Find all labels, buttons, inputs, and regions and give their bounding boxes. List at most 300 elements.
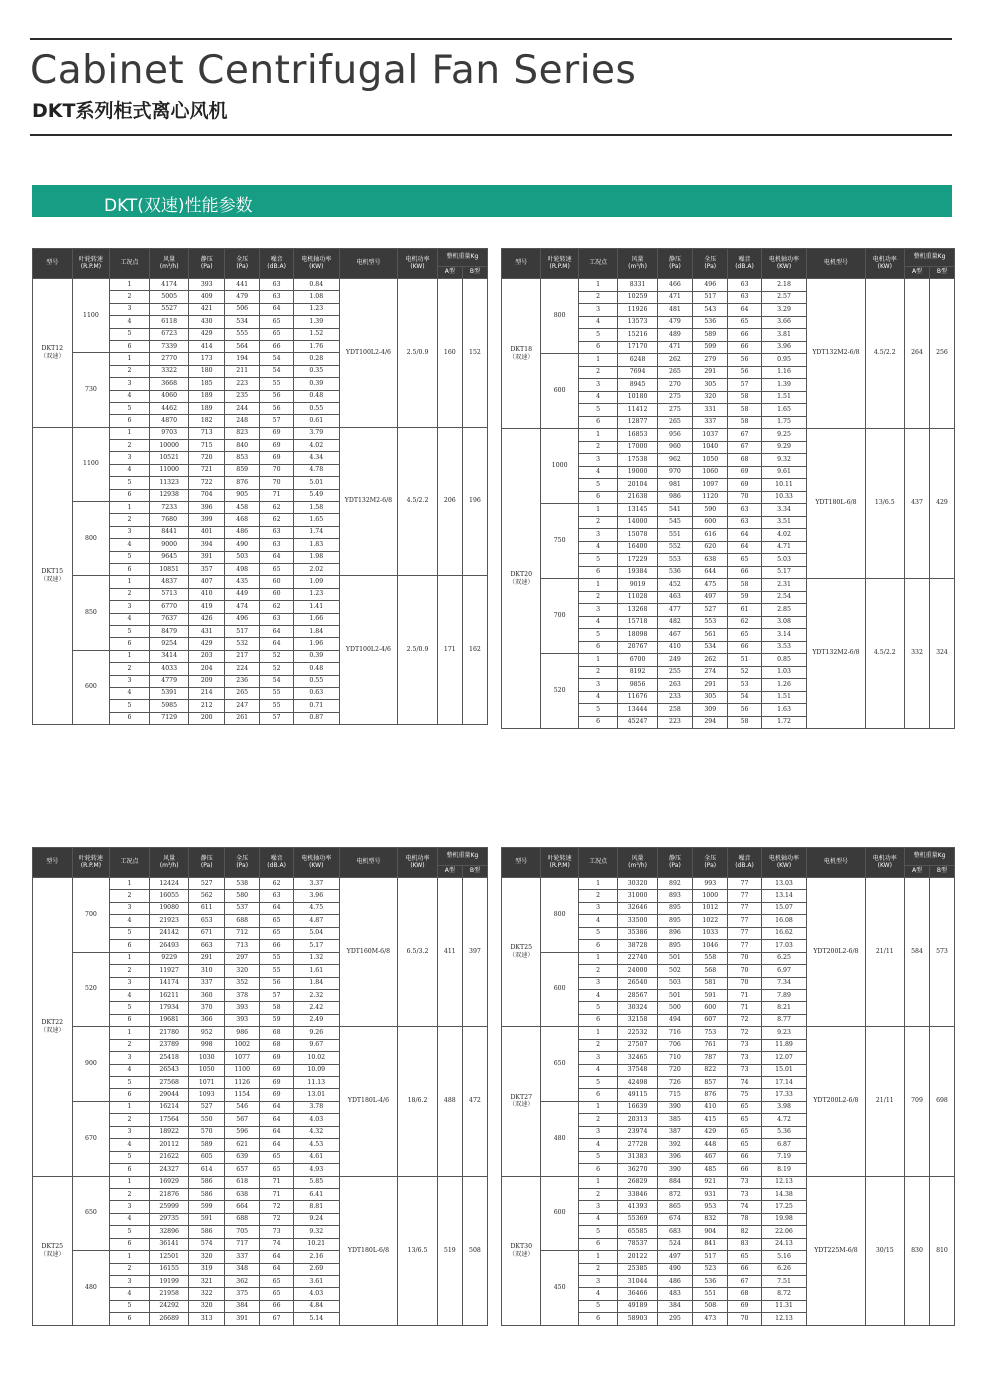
point-cell: 5 <box>110 1077 150 1089</box>
noise-cell: 63 <box>728 279 761 292</box>
point-cell: 1 <box>578 1027 617 1039</box>
point-cell: 5 <box>110 625 150 637</box>
header-shaft-power <box>293 249 339 279</box>
shaft-power-cell: 16.62 <box>761 927 807 939</box>
rpm-cell: 600 <box>541 952 578 1027</box>
header-shaft-power-label: 电机轴功率 <box>301 255 332 263</box>
table-row <box>502 878 955 890</box>
airflow-cell: 18098 <box>618 629 657 642</box>
performance-table <box>32 248 488 725</box>
total-pressure-cell: 393 <box>224 1002 259 1014</box>
table-row <box>33 1176 488 1188</box>
shaft-power-cell: 0.39 <box>293 650 339 662</box>
header-airflow <box>149 848 189 878</box>
static-pressure-cell: 357 <box>189 563 224 575</box>
airflow-cell: 49189 <box>618 1300 657 1312</box>
header-weight-a: A型 <box>905 267 930 279</box>
noise-cell: 77 <box>728 890 761 902</box>
shaft-power-cell: 10.11 <box>761 479 807 492</box>
noise-cell: 66 <box>260 1300 293 1312</box>
airflow-cell: 31000 <box>618 890 657 902</box>
header-shaft-power-unit: (KW) <box>776 262 792 270</box>
weight-a-cell: 206 <box>437 427 462 576</box>
point-cell: 2 <box>110 1188 150 1200</box>
static-pressure-cell: 722 <box>189 477 224 489</box>
noise-cell: 70 <box>728 952 761 964</box>
noise-cell: 57 <box>260 989 293 1001</box>
static-pressure-cell: 429 <box>189 328 224 340</box>
static-pressure-cell: 320 <box>189 1300 224 1312</box>
header-total-pressure-unit: (Pa) <box>704 861 717 869</box>
point-cell: 4 <box>110 915 150 927</box>
static-pressure-cell: 385 <box>657 1114 692 1126</box>
static-pressure-cell: 553 <box>657 554 692 567</box>
header-rpm-unit: (R.P.M) <box>549 861 570 869</box>
airflow-cell: 25385 <box>618 1263 657 1275</box>
total-pressure-cell: 953 <box>693 1201 728 1213</box>
model-cell: DKT27 （双速） <box>502 1027 541 1176</box>
rpm-cell: 600 <box>72 650 110 724</box>
airflow-cell: 7233 <box>149 502 189 514</box>
total-pressure-cell: 589 <box>693 329 728 342</box>
airflow-cell: 12938 <box>149 489 189 501</box>
point-cell: 5 <box>578 704 617 717</box>
airflow-cell: 11000 <box>149 464 189 476</box>
shaft-power-cell: 6.26 <box>761 1263 807 1275</box>
airflow-cell: 21923 <box>149 915 189 927</box>
airflow-cell: 17000 <box>618 441 657 454</box>
total-pressure-cell: 1000 <box>693 890 728 902</box>
header-static-pressure <box>189 848 224 878</box>
header-airflow-unit: (m³/h) <box>628 262 647 270</box>
shaft-power-cell: 3.34 <box>761 504 807 517</box>
header-weight-b: B型 <box>929 267 954 279</box>
shaft-power-cell: 0.63 <box>293 687 339 699</box>
shaft-power-cell: 3.29 <box>761 304 807 317</box>
header-model <box>33 848 73 878</box>
point-cell: 4 <box>578 541 617 554</box>
noise-cell: 70 <box>728 1313 761 1325</box>
shaft-power-cell: 0.39 <box>293 378 339 390</box>
total-pressure-cell: 352 <box>224 977 259 989</box>
point-cell: 3 <box>578 679 617 692</box>
point-cell: 1 <box>110 878 150 890</box>
noise-cell: 72 <box>260 1201 293 1213</box>
table-row <box>502 279 955 292</box>
point-cell: 3 <box>578 902 617 914</box>
weight-a-cell: 160 <box>437 279 462 428</box>
airflow-cell: 14174 <box>149 977 189 989</box>
total-pressure-cell: 840 <box>224 440 259 452</box>
airflow-cell: 36141 <box>149 1238 189 1250</box>
noise-cell: 69 <box>260 1052 293 1064</box>
total-pressure-cell: 1050 <box>693 454 728 467</box>
airflow-cell: 17170 <box>618 341 657 354</box>
noise-cell: 56 <box>260 402 293 414</box>
total-pressure-cell: 523 <box>693 1263 728 1275</box>
total-pressure-cell: 479 <box>224 291 259 303</box>
static-pressure-cell: 320 <box>189 1251 224 1263</box>
noise-cell: 65 <box>260 1164 293 1176</box>
shaft-power-cell: 13.14 <box>761 890 807 902</box>
model-cell: DKT20 （双速） <box>502 429 541 729</box>
noise-cell: 55 <box>260 687 293 699</box>
shaft-power-cell: 5.14 <box>293 1313 339 1325</box>
point-cell: 2 <box>110 663 150 675</box>
total-pressure-cell: 393 <box>224 1014 259 1026</box>
total-pressure-cell: 247 <box>224 700 259 712</box>
shaft-power-cell: 8.21 <box>761 1002 807 1014</box>
table-row <box>33 279 488 291</box>
total-pressure-cell: 1022 <box>693 915 728 927</box>
total-pressure-cell: 261 <box>224 712 259 724</box>
noise-cell: 56 <box>728 354 761 367</box>
static-pressure-cell: 501 <box>657 952 692 964</box>
airflow-cell: 33846 <box>618 1188 657 1200</box>
noise-cell: 64 <box>260 551 293 563</box>
noise-cell: 65 <box>728 1126 761 1138</box>
shaft-power-cell: 5.04 <box>293 927 339 939</box>
weight-b-cell: 162 <box>462 576 487 725</box>
point-cell: 6 <box>110 563 150 575</box>
motor-model-cell: YDT200L2-6/8 <box>807 1027 865 1176</box>
shaft-power-cell: 3.66 <box>761 316 807 329</box>
airflow-cell: 4033 <box>149 663 189 675</box>
weight-b-cell: 397 <box>462 878 487 1027</box>
point-cell: 4 <box>110 1064 150 1076</box>
noise-cell: 73 <box>728 1064 761 1076</box>
total-pressure-cell: 448 <box>693 1139 728 1151</box>
noise-cell: 67 <box>728 441 761 454</box>
noise-cell: 58 <box>728 716 761 729</box>
point-cell: 4 <box>110 1288 150 1300</box>
noise-cell: 66 <box>728 566 761 579</box>
header-point <box>110 249 150 279</box>
noise-cell: 55 <box>260 700 293 712</box>
airflow-cell: 26493 <box>149 940 189 952</box>
noise-cell: 66 <box>728 641 761 654</box>
header-total-pressure-unit: (Pa) <box>236 262 249 270</box>
table-row <box>502 1027 955 1039</box>
total-pressure-cell: 822 <box>693 1064 728 1076</box>
point-cell: 6 <box>110 1164 150 1176</box>
static-pressure-cell: 550 <box>189 1114 224 1126</box>
airflow-cell: 65585 <box>618 1226 657 1238</box>
airflow-cell: 19681 <box>149 1014 189 1026</box>
airflow-cell: 20104 <box>618 479 657 492</box>
header-model-label: 型号 <box>46 259 59 267</box>
point-cell: 6 <box>110 940 150 952</box>
shaft-power-cell: 2.85 <box>761 604 807 617</box>
point-cell: 3 <box>110 601 150 613</box>
header-motor-model <box>339 249 397 279</box>
noise-cell: 70 <box>260 464 293 476</box>
point-cell: 6 <box>110 340 150 352</box>
noise-cell: 66 <box>728 1263 761 1275</box>
point-cell: 5 <box>110 328 150 340</box>
airflow-cell: 19199 <box>149 1276 189 1288</box>
table-row <box>502 579 955 592</box>
motor-model-cell: YDT100L2-4/6 <box>339 279 397 428</box>
shaft-power-cell: 11.13 <box>293 1077 339 1089</box>
motor-power-cell: 21/11 <box>865 1027 904 1176</box>
shaft-power-cell: 1.23 <box>293 303 339 315</box>
airflow-cell: 5985 <box>149 700 189 712</box>
shaft-power-cell: 4.78 <box>293 464 339 476</box>
point-cell: 3 <box>110 902 150 914</box>
total-pressure-cell: 486 <box>224 526 259 538</box>
rpm-cell: 600 <box>541 1176 578 1251</box>
point-cell: 5 <box>110 1300 150 1312</box>
shaft-power-cell: 5.85 <box>293 1176 339 1188</box>
total-pressure-cell: 309 <box>693 704 728 717</box>
shaft-power-cell: 4.75 <box>293 902 339 914</box>
total-pressure-cell: 761 <box>693 1039 728 1051</box>
static-pressure-cell: 200 <box>189 712 224 724</box>
total-pressure-cell: 536 <box>693 316 728 329</box>
noise-cell: 64 <box>260 303 293 315</box>
point-cell: 6 <box>578 641 617 654</box>
static-pressure-cell: 962 <box>657 454 692 467</box>
static-pressure-cell: 956 <box>657 429 692 442</box>
shaft-power-cell: 4.32 <box>293 1126 339 1138</box>
noise-cell: 58 <box>728 416 761 429</box>
weight-b-cell: 573 <box>929 878 954 1027</box>
shaft-power-cell: 3.51 <box>761 516 807 529</box>
airflow-cell: 33500 <box>618 915 657 927</box>
static-pressure-cell: 541 <box>657 504 692 517</box>
static-pressure-cell: 896 <box>657 927 692 939</box>
noise-cell: 58 <box>728 391 761 404</box>
rpm-cell: 520 <box>541 654 578 729</box>
header-rpm <box>72 249 110 279</box>
total-pressure-cell: 279 <box>693 354 728 367</box>
point-cell: 5 <box>578 1226 617 1238</box>
total-pressure-cell: 876 <box>693 1089 728 1101</box>
airflow-cell: 21958 <box>149 1288 189 1300</box>
noise-cell: 71 <box>728 989 761 1001</box>
header-airflow-label: 风量 <box>631 255 644 263</box>
airflow-cell: 11323 <box>149 477 189 489</box>
rpm-cell: 450 <box>541 1251 578 1326</box>
total-pressure-cell: 1120 <box>693 491 728 504</box>
total-pressure-cell: 506 <box>224 303 259 315</box>
static-pressure-cell: 952 <box>189 1027 224 1039</box>
static-pressure-cell: 502 <box>657 965 692 977</box>
header-motor-power <box>865 249 904 279</box>
total-pressure-cell: 543 <box>693 304 728 317</box>
airflow-cell: 18922 <box>149 1126 189 1138</box>
total-pressure-cell: 508 <box>693 1300 728 1312</box>
static-pressure-cell: 715 <box>657 1089 692 1101</box>
airflow-cell: 13573 <box>618 316 657 329</box>
total-pressure-cell: 1060 <box>693 466 728 479</box>
airflow-cell: 30320 <box>618 878 657 890</box>
point-cell: 3 <box>110 526 150 538</box>
model-cell: DKT12 （双速） <box>33 279 73 428</box>
noise-cell: 69 <box>260 440 293 452</box>
point-cell: 4 <box>110 1213 150 1225</box>
static-pressure-cell: 295 <box>657 1313 692 1325</box>
airflow-cell: 32465 <box>618 1052 657 1064</box>
total-pressure-cell: 194 <box>224 353 259 365</box>
static-pressure-cell: 255 <box>657 666 692 679</box>
noise-cell: 74 <box>728 1201 761 1213</box>
airflow-cell: 9703 <box>149 427 189 439</box>
total-pressure-cell: 534 <box>693 641 728 654</box>
noise-cell: 52 <box>260 650 293 662</box>
total-pressure-cell: 1033 <box>693 927 728 939</box>
shaft-power-cell: 4.02 <box>293 440 339 452</box>
static-pressure-cell: 490 <box>657 1263 692 1275</box>
airflow-cell: 15216 <box>618 329 657 342</box>
static-pressure-cell: 214 <box>189 687 224 699</box>
point-cell: 2 <box>578 1114 617 1126</box>
static-pressure-cell: 726 <box>657 1077 692 1089</box>
airflow-cell: 16929 <box>149 1176 189 1188</box>
header-motor-power-label: 电机功率 <box>405 854 430 862</box>
header-model-label: 型号 <box>515 858 528 866</box>
noise-cell: 64 <box>260 1101 293 1113</box>
noise-cell: 63 <box>260 613 293 625</box>
weight-a-cell: 437 <box>905 429 930 579</box>
total-pressure-cell: 857 <box>693 1077 728 1089</box>
shaft-power-cell: 5.03 <box>761 554 807 567</box>
airflow-cell: 2770 <box>149 353 189 365</box>
point-cell: 1 <box>110 427 150 439</box>
header-model <box>502 249 541 279</box>
noise-cell: 63 <box>728 291 761 304</box>
airflow-cell: 55369 <box>618 1213 657 1225</box>
motor-model-cell: YDT160M-6/8 <box>339 878 397 1027</box>
static-pressure-cell: 431 <box>189 625 224 637</box>
airflow-cell: 5391 <box>149 687 189 699</box>
header-weight-a: A型 <box>905 866 930 878</box>
point-cell: 1 <box>578 279 617 292</box>
airflow-cell: 7694 <box>618 366 657 379</box>
noise-cell: 65 <box>260 316 293 328</box>
shaft-power-cell: 5.01 <box>293 477 339 489</box>
static-pressure-cell: 189 <box>189 390 224 402</box>
total-pressure-cell: 564 <box>224 340 259 352</box>
total-pressure-cell: 664 <box>224 1201 259 1213</box>
static-pressure-cell: 209 <box>189 675 224 687</box>
shaft-power-cell: 1.51 <box>761 391 807 404</box>
point-cell: 2 <box>578 965 617 977</box>
airflow-cell: 11412 <box>618 404 657 417</box>
shaft-power-cell: 8.81 <box>293 1201 339 1213</box>
noise-cell: 73 <box>260 1226 293 1238</box>
point-cell: 1 <box>110 1251 150 1263</box>
rpm-cell: 800 <box>541 279 578 354</box>
total-pressure-cell: 876 <box>224 477 259 489</box>
header-point <box>578 249 617 279</box>
noise-cell: 65 <box>260 328 293 340</box>
airflow-cell: 20122 <box>618 1251 657 1263</box>
noise-cell: 77 <box>728 940 761 952</box>
noise-cell: 60 <box>260 576 293 588</box>
point-cell: 5 <box>110 927 150 939</box>
airflow-cell: 23789 <box>149 1039 189 1051</box>
noise-cell: 69 <box>260 1077 293 1089</box>
static-pressure-cell: 384 <box>657 1300 692 1312</box>
total-pressure-cell: 986 <box>224 1027 259 1039</box>
header-static-pressure-unit: (Pa) <box>200 262 213 270</box>
noise-cell: 69 <box>728 466 761 479</box>
airflow-cell: 4870 <box>149 415 189 427</box>
motor-model-cell: YDT180L-4/6 <box>339 1027 397 1176</box>
shaft-power-cell: 3.08 <box>761 616 807 629</box>
header-airflow-label: 风量 <box>163 854 176 862</box>
airflow-cell: 36466 <box>618 1288 657 1300</box>
total-pressure-cell: 787 <box>693 1052 728 1064</box>
shaft-power-cell: 15.07 <box>761 902 807 914</box>
total-pressure-cell: 320 <box>693 391 728 404</box>
airflow-cell: 8441 <box>149 526 189 538</box>
shaft-power-cell: 2.16 <box>293 1251 339 1263</box>
shaft-power-cell: 4.03 <box>293 1288 339 1300</box>
static-pressure-cell: 895 <box>657 915 692 927</box>
header-motor-model-label: 电机型号 <box>356 858 381 866</box>
static-pressure-cell: 895 <box>657 902 692 914</box>
weight-a-cell: 709 <box>905 1027 930 1176</box>
airflow-cell: 21622 <box>149 1151 189 1163</box>
total-pressure-cell: 712 <box>224 927 259 939</box>
rpm-cell: 1100 <box>72 427 110 501</box>
weight-b-cell: 256 <box>929 279 954 429</box>
airflow-cell: 9019 <box>618 579 657 592</box>
table-row <box>502 429 955 442</box>
header-rpm-unit: (R.P.M) <box>549 262 570 270</box>
point-cell: 3 <box>110 1201 150 1213</box>
static-pressure-cell: 895 <box>657 940 692 952</box>
shaft-power-cell: 8.72 <box>761 1288 807 1300</box>
motor-model-cell: YDT225M-6/8 <box>807 1176 865 1325</box>
total-pressure-cell: 618 <box>224 1176 259 1188</box>
airflow-cell: 9000 <box>149 539 189 551</box>
shaft-power-cell: 7.51 <box>761 1276 807 1288</box>
header-static-pressure <box>657 249 692 279</box>
static-pressure-cell: 396 <box>189 502 224 514</box>
point-cell: 5 <box>578 1077 617 1089</box>
airflow-cell: 26829 <box>618 1176 657 1188</box>
point-cell: 2 <box>110 588 150 600</box>
table-row <box>33 878 488 890</box>
shaft-power-cell: 14.38 <box>761 1188 807 1200</box>
point-cell: 2 <box>578 1039 617 1051</box>
shaft-power-cell: 3.81 <box>761 329 807 342</box>
weight-a-cell: 171 <box>437 576 462 725</box>
point-cell: 6 <box>578 1014 617 1026</box>
noise-cell: 59 <box>260 1014 293 1026</box>
header-motor-model <box>807 249 865 279</box>
noise-cell: 64 <box>728 529 761 542</box>
noise-cell: 66 <box>728 341 761 354</box>
noise-cell: 64 <box>728 304 761 317</box>
static-pressure-cell: 706 <box>657 1039 692 1051</box>
header-motor-power-unit: (KW) <box>410 861 425 869</box>
total-pressure-cell: 248 <box>224 415 259 427</box>
total-pressure-cell: 1100 <box>224 1064 259 1076</box>
static-pressure-cell: 319 <box>189 1263 224 1275</box>
header-motor-power-unit: (KW) <box>877 861 892 869</box>
static-pressure-cell: 721 <box>189 464 224 476</box>
noise-cell: 64 <box>260 1114 293 1126</box>
header-total-pressure <box>693 848 728 878</box>
total-pressure-cell: 591 <box>693 989 728 1001</box>
airflow-cell: 16639 <box>618 1101 657 1113</box>
noise-cell: 57 <box>260 712 293 724</box>
